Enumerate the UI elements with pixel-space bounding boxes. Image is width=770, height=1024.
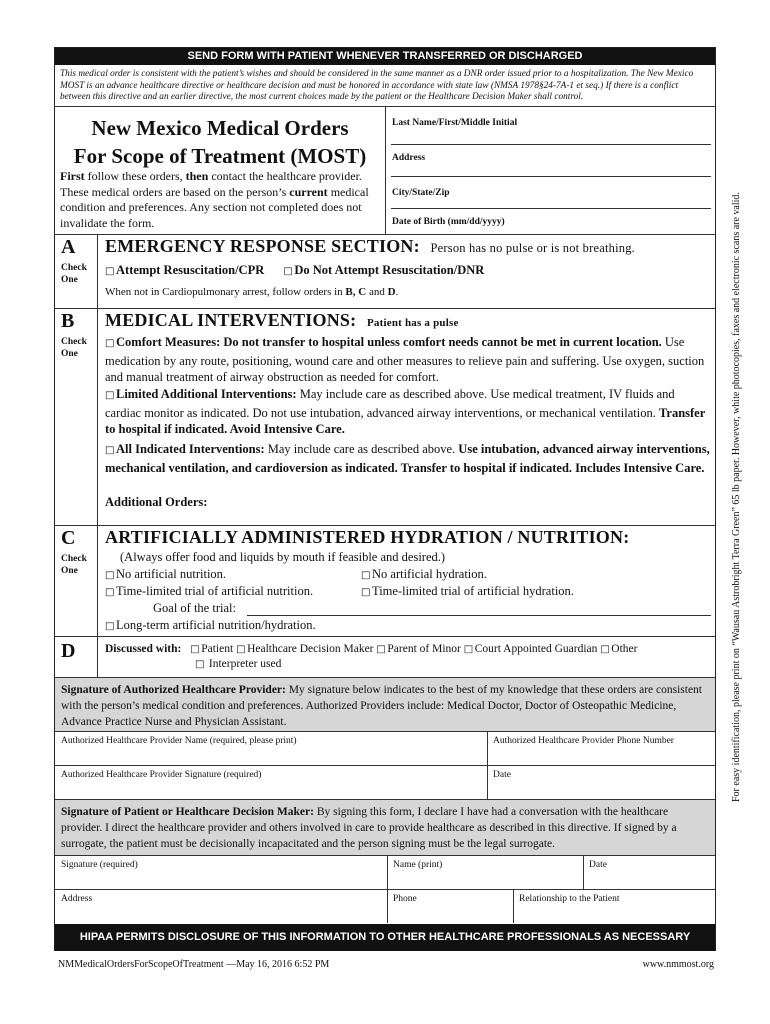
cpr-option[interactable]: □ Attempt Resuscitation/CPR <box>105 263 264 277</box>
dnr-option[interactable]: □ Do Not Attempt Resuscitation/DNR <box>283 263 484 277</box>
no-hydration-option[interactable]: □ No artificial hydration. <box>361 566 487 585</box>
section-b-check-one: Check One <box>61 337 87 359</box>
patient-sig-heading: Signature of Patient or Healthcare Decision Maker: By signing this form, I declare I have had a conversation with the healthcare provider. I direct the healthcare provider and others involved in care to provide healthcare as described in this directive. If signed by a surrogate, the patient must be decisionally incapacitated and the person signing must be the legal surrogate. <box>61 806 677 850</box>
title-line-2: For Scope of Treatment (MOST) <box>73 144 367 168</box>
patient-phone-label: Phone <box>393 894 417 904</box>
section-c-letter: C <box>61 527 76 549</box>
limited-option[interactable]: □ Limited Additional Interventions: May include care as described above. Use medical treatment, IV fluids and cardiac monitor as indicated. Do not use intubation, advanced airway interventions, or mechanical ventilation. Transfer to hospital if indicated. Avoid Intensive Care. <box>105 387 706 436</box>
checkbox-icon: □ <box>105 266 115 277</box>
section-a-check-one: Check One <box>61 263 87 285</box>
checkbox-icon: □ <box>105 570 115 581</box>
provider-name-field[interactable] <box>55 731 487 765</box>
checkbox-icon: □ <box>361 587 371 598</box>
checkbox-icon: □ <box>600 644 610 655</box>
footer-right[interactable]: www.nmmost.org <box>642 959 714 970</box>
goal-label: Goal of the trial: <box>153 601 236 615</box>
patient-name-field[interactable] <box>391 144 711 145</box>
city-label: City/State/Zip <box>392 188 450 198</box>
opt-other[interactable]: □ Other <box>600 643 638 655</box>
checkbox-icon: □ <box>105 587 115 598</box>
patient-signature-field[interactable] <box>55 855 387 889</box>
checkbox-icon: □ <box>105 390 115 401</box>
opt-patient[interactable]: □ Patient <box>190 643 234 655</box>
trial-nutrition-option[interactable]: □ Time-limited trial of artificial nutrition. <box>105 583 313 602</box>
checkbox-icon: □ <box>361 570 371 581</box>
section-d-letter: D <box>61 640 76 662</box>
provider-heading: Signature of Authorized Healthcare Provider: My signature below indicates to the best of my knowledge that these orders are consistent with the person’s medical condition and preferences. Authorized Providers include: Medical Doctor, Doctor of Osteopathic Medicine, Advance Practice Nurse and Physician Assistant. <box>61 684 703 728</box>
no-nutrition-option[interactable]: □ No artificial nutrition. <box>105 566 226 585</box>
top-banner: SEND FORM WITH PATIENT WHENEVER TRANSFERRED OR DISCHARGED <box>55 48 715 65</box>
page-title <box>55 114 385 170</box>
checkbox-icon: □ <box>283 266 293 277</box>
relationship-label: Relationship to the Patient <box>519 894 620 904</box>
patient-date-label: Date <box>589 860 607 870</box>
patient-address-label: Address <box>61 894 93 904</box>
section-a-title: EMERGENCY RESPONSE SECTION: Person has no pulse or is not breathing. <box>105 236 636 256</box>
bottom-banner: HIPAA PERMITS DISCLOSURE OF THIS INFORMATION TO OTHER HEALTHCARE PROFESSIONALS AS NECESSARY <box>55 924 715 951</box>
provider-name-label: Authorized Healthcare Provider Name (required, please print) <box>61 736 297 746</box>
all-indicated-option[interactable]: □ All Indicated Interventions: May include care as described above. Use intubation, advanced airway interventions, mechanical ventilation, and cardioversion as indicated. Transfer to hospital if indicated. Includes Intensive Care. <box>105 442 710 475</box>
patient-signature-label: Signature (required) <box>61 860 138 870</box>
checkbox-icon: □ <box>105 338 115 349</box>
title-line-1: New Mexico Medical Orders <box>91 116 349 140</box>
provider-signature-field[interactable] <box>55 765 487 799</box>
patient-name-print-field[interactable] <box>387 855 583 889</box>
trial-hydration-option[interactable]: □ Time-limited trial of artificial hydration. <box>361 583 574 602</box>
section-a-letter: A <box>61 236 76 258</box>
instructions: First follow these orders, then contact the healthcare provider. These medical orders are based on the person’s current medical condition and preferences. Any section not completed does not invalidate the form. <box>60 169 369 230</box>
checkbox-icon: □ <box>376 644 386 655</box>
provider-phone-field[interactable] <box>487 731 717 765</box>
section-c-title: ARTIFICIALLY ADMINISTERED HYDRATION / NUTRITION: <box>105 527 630 547</box>
patient-phone-field[interactable] <box>387 889 513 923</box>
relationship-field[interactable] <box>513 889 717 923</box>
intro-text: This medical order is consistent with the patient’s wishes and should be considered in the same manner as a DNR order issued prior to a hospitalization. The New Mexico MOST is an advance healthcare directive or healthcare decision and must be honored in accordance with state law (NMSA 1978§24-7A-1 et seq.) If there is a conflict between this directive and an earlier directive, the most current choices made by the patient or the Healthcare Decision Maker shall control. <box>60 69 694 103</box>
checkbox-icon: □ <box>236 644 246 655</box>
dob-label: Date of Birth (mm/dd/yyyy) <box>392 217 505 227</box>
provider-signature-label: Authorized Healthcare Provider Signature (required) <box>61 770 262 780</box>
checkbox-icon: □ <box>463 644 474 655</box>
checkbox-icon: □ <box>105 445 115 456</box>
footer-left: NMMedicalOrdersForScopeOfTreatment —May 16, 2016 6:52 PM <box>58 959 330 970</box>
provider-phone-label: Authorized Healthcare Provider Phone Number <box>493 736 674 746</box>
additional-orders-label: Additional Orders: <box>105 495 208 509</box>
long-term-option[interactable]: □ Long-term artificial nutrition/hydration. <box>105 617 316 636</box>
section-b-letter: B <box>61 310 75 332</box>
section-a-note: When not in Cardiopulmonary arrest, follow orders in B, C and D. <box>105 286 399 298</box>
goal-field[interactable] <box>247 615 711 616</box>
section-b-title: MEDICAL INTERVENTIONS: Patient has a pulse <box>105 310 459 330</box>
patient-name-print-label: Name (print) <box>393 860 443 870</box>
address-field[interactable] <box>391 176 711 177</box>
section-d-options <box>105 642 637 657</box>
section-c-check-one: Check One <box>61 554 87 576</box>
checkbox-icon: □ <box>105 621 115 632</box>
opt-hdm[interactable]: □ Healthcare Decision Maker <box>236 643 374 655</box>
city-field[interactable] <box>391 208 711 209</box>
comfort-option[interactable]: □ Comfort Measures: Do not transfer to hospital unless comfort needs cannot be met in current location. Use medication by any route, positioning, wound care and other measures to relieve pain and suffering. Use oxygen, suction and manual treatment of airway obstruction as needed for comfort. <box>105 335 705 384</box>
patient-name-label: Last Name/First/Middle Initial <box>392 118 518 128</box>
side-note: For easy identification, please print on “Wausau Astrobright Terra Green” 65 lb paper. However, white photocopies, faxes and electronic scans are valid. <box>731 192 742 802</box>
provider-date-field[interactable] <box>487 765 717 799</box>
discussed-with-label: Discussed with: <box>105 643 182 655</box>
opt-guardian[interactable]: □ Court Appointed Guardian <box>463 643 598 655</box>
patient-date-field[interactable] <box>583 855 717 889</box>
checkbox-icon: □ <box>195 659 205 670</box>
section-c-note: (Always offer food and liquids by mouth if feasible and desired.) <box>120 550 446 564</box>
patient-address-field[interactable] <box>55 889 387 923</box>
most-form <box>54 47 716 951</box>
checkbox-icon: □ <box>190 644 200 655</box>
provider-date-label: Date <box>493 770 511 780</box>
opt-parent[interactable]: □ Parent of Minor <box>376 643 461 655</box>
section-a-options <box>105 262 484 281</box>
address-label: Address <box>392 153 426 163</box>
opt-interpreter[interactable]: □ Interpreter used <box>195 658 282 670</box>
